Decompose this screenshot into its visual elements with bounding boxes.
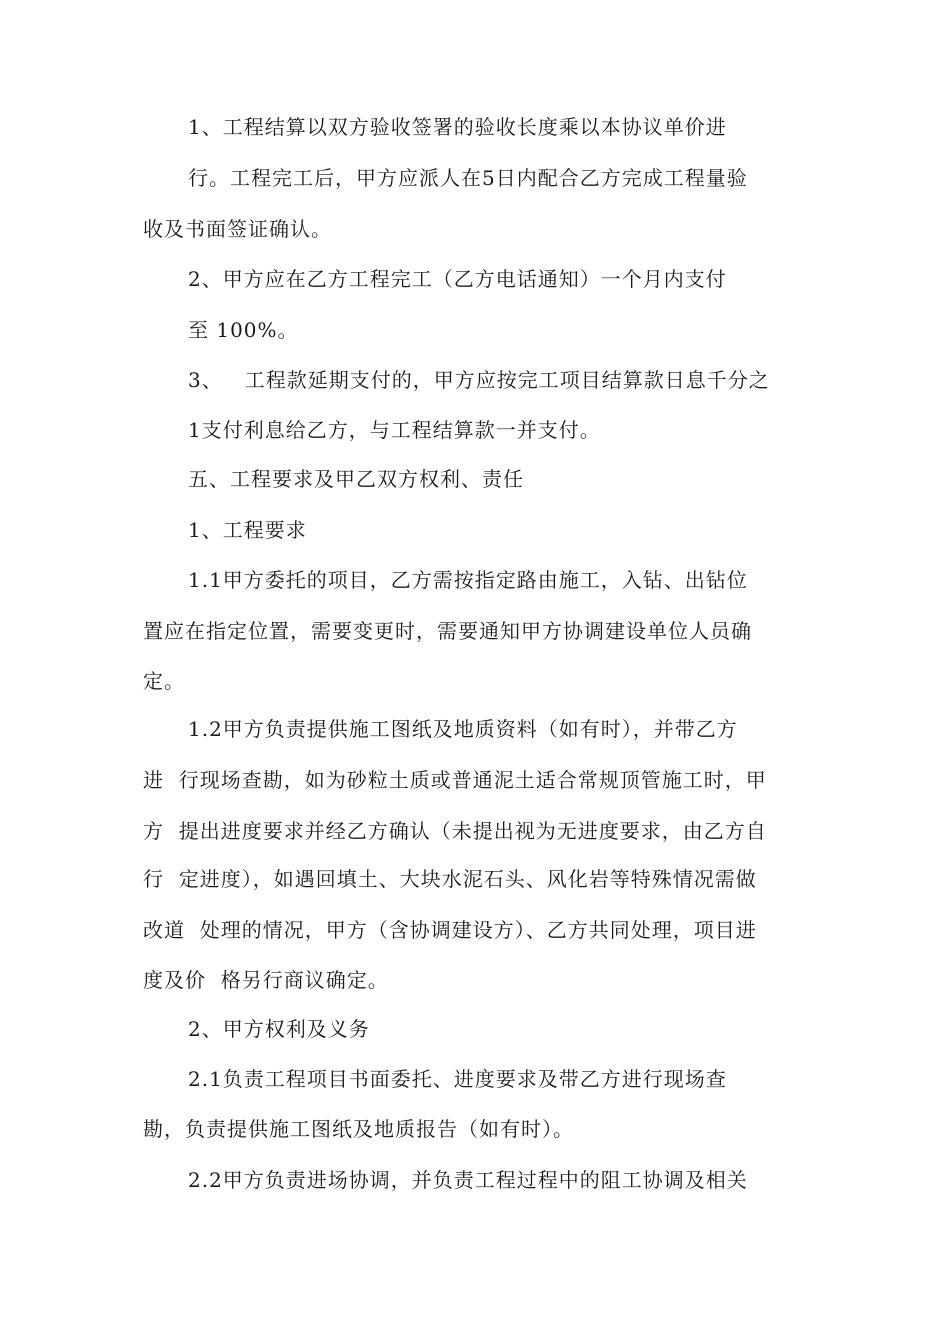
text-line: 1支付利息给乙方，与工程结算款一并支付。 <box>188 418 601 442</box>
subsection-heading: 2、甲方权利及义务 <box>188 1017 370 1041</box>
text-line: 定。 <box>143 669 185 693</box>
text-line: 1、工程结算以双方验收签署的验收长度乘以本协议单价进 <box>188 115 727 139</box>
text-line: 2.1负责工程项目书面委托、进度要求及带乙方进行现场查 <box>188 1067 727 1091</box>
text-line: 进 行现场查勘，如为砂粒土质或普通泥土适合常规顶管施工时，甲 <box>143 768 767 792</box>
text-line: 2.2甲方负责进场协调，并负责工程过程中的阻工协调及相关 <box>188 1168 748 1192</box>
subsection-heading: 1、工程要求 <box>188 518 307 542</box>
text-line: 改道 处理的情况，甲方（含协调建设方）、乙方共同处理，项目进 <box>143 918 757 942</box>
text-line: 行。工程完工后，甲方应派人在5日内配合乙方完成工程量验 <box>188 166 748 190</box>
text-line: 3、 工程款延期支付的，甲方应按完工项目结算款日息千分之 <box>188 368 770 392</box>
text-line: 置应在指定位置，需要变更时，需要通知甲方协调建设单位人员确 <box>143 619 752 643</box>
text-line: 2、甲方应在乙方工程完工（乙方电话通知）一个月内支付 <box>188 267 727 291</box>
text-line: 度及价 格另行商议确定。 <box>143 968 389 992</box>
text-line: 收及书面签证确认。 <box>143 217 332 241</box>
text-line: 1.2甲方负责提供施工图纸及地质资料（如有时），并带乙方 <box>188 717 738 741</box>
text-line: 方 提出进度要求并经乙方确认（未提出视为无进度要求，由乙方自 <box>143 819 767 843</box>
text-line: 勘，负责提供施工图纸及地质报告（如有时）。 <box>143 1117 574 1141</box>
section-heading: 五、工程要求及甲乙双方权利、责任 <box>188 467 524 491</box>
text-line: 1.1甲方委托的项目，乙方需按指定路由施工，入钻、出钻位 <box>188 568 748 592</box>
text-line: 行 定进度），如遇回填土、大块水泥石头、风化岩等特殊情况需做 <box>143 867 757 891</box>
text-line: 至 100%。 <box>188 318 299 342</box>
